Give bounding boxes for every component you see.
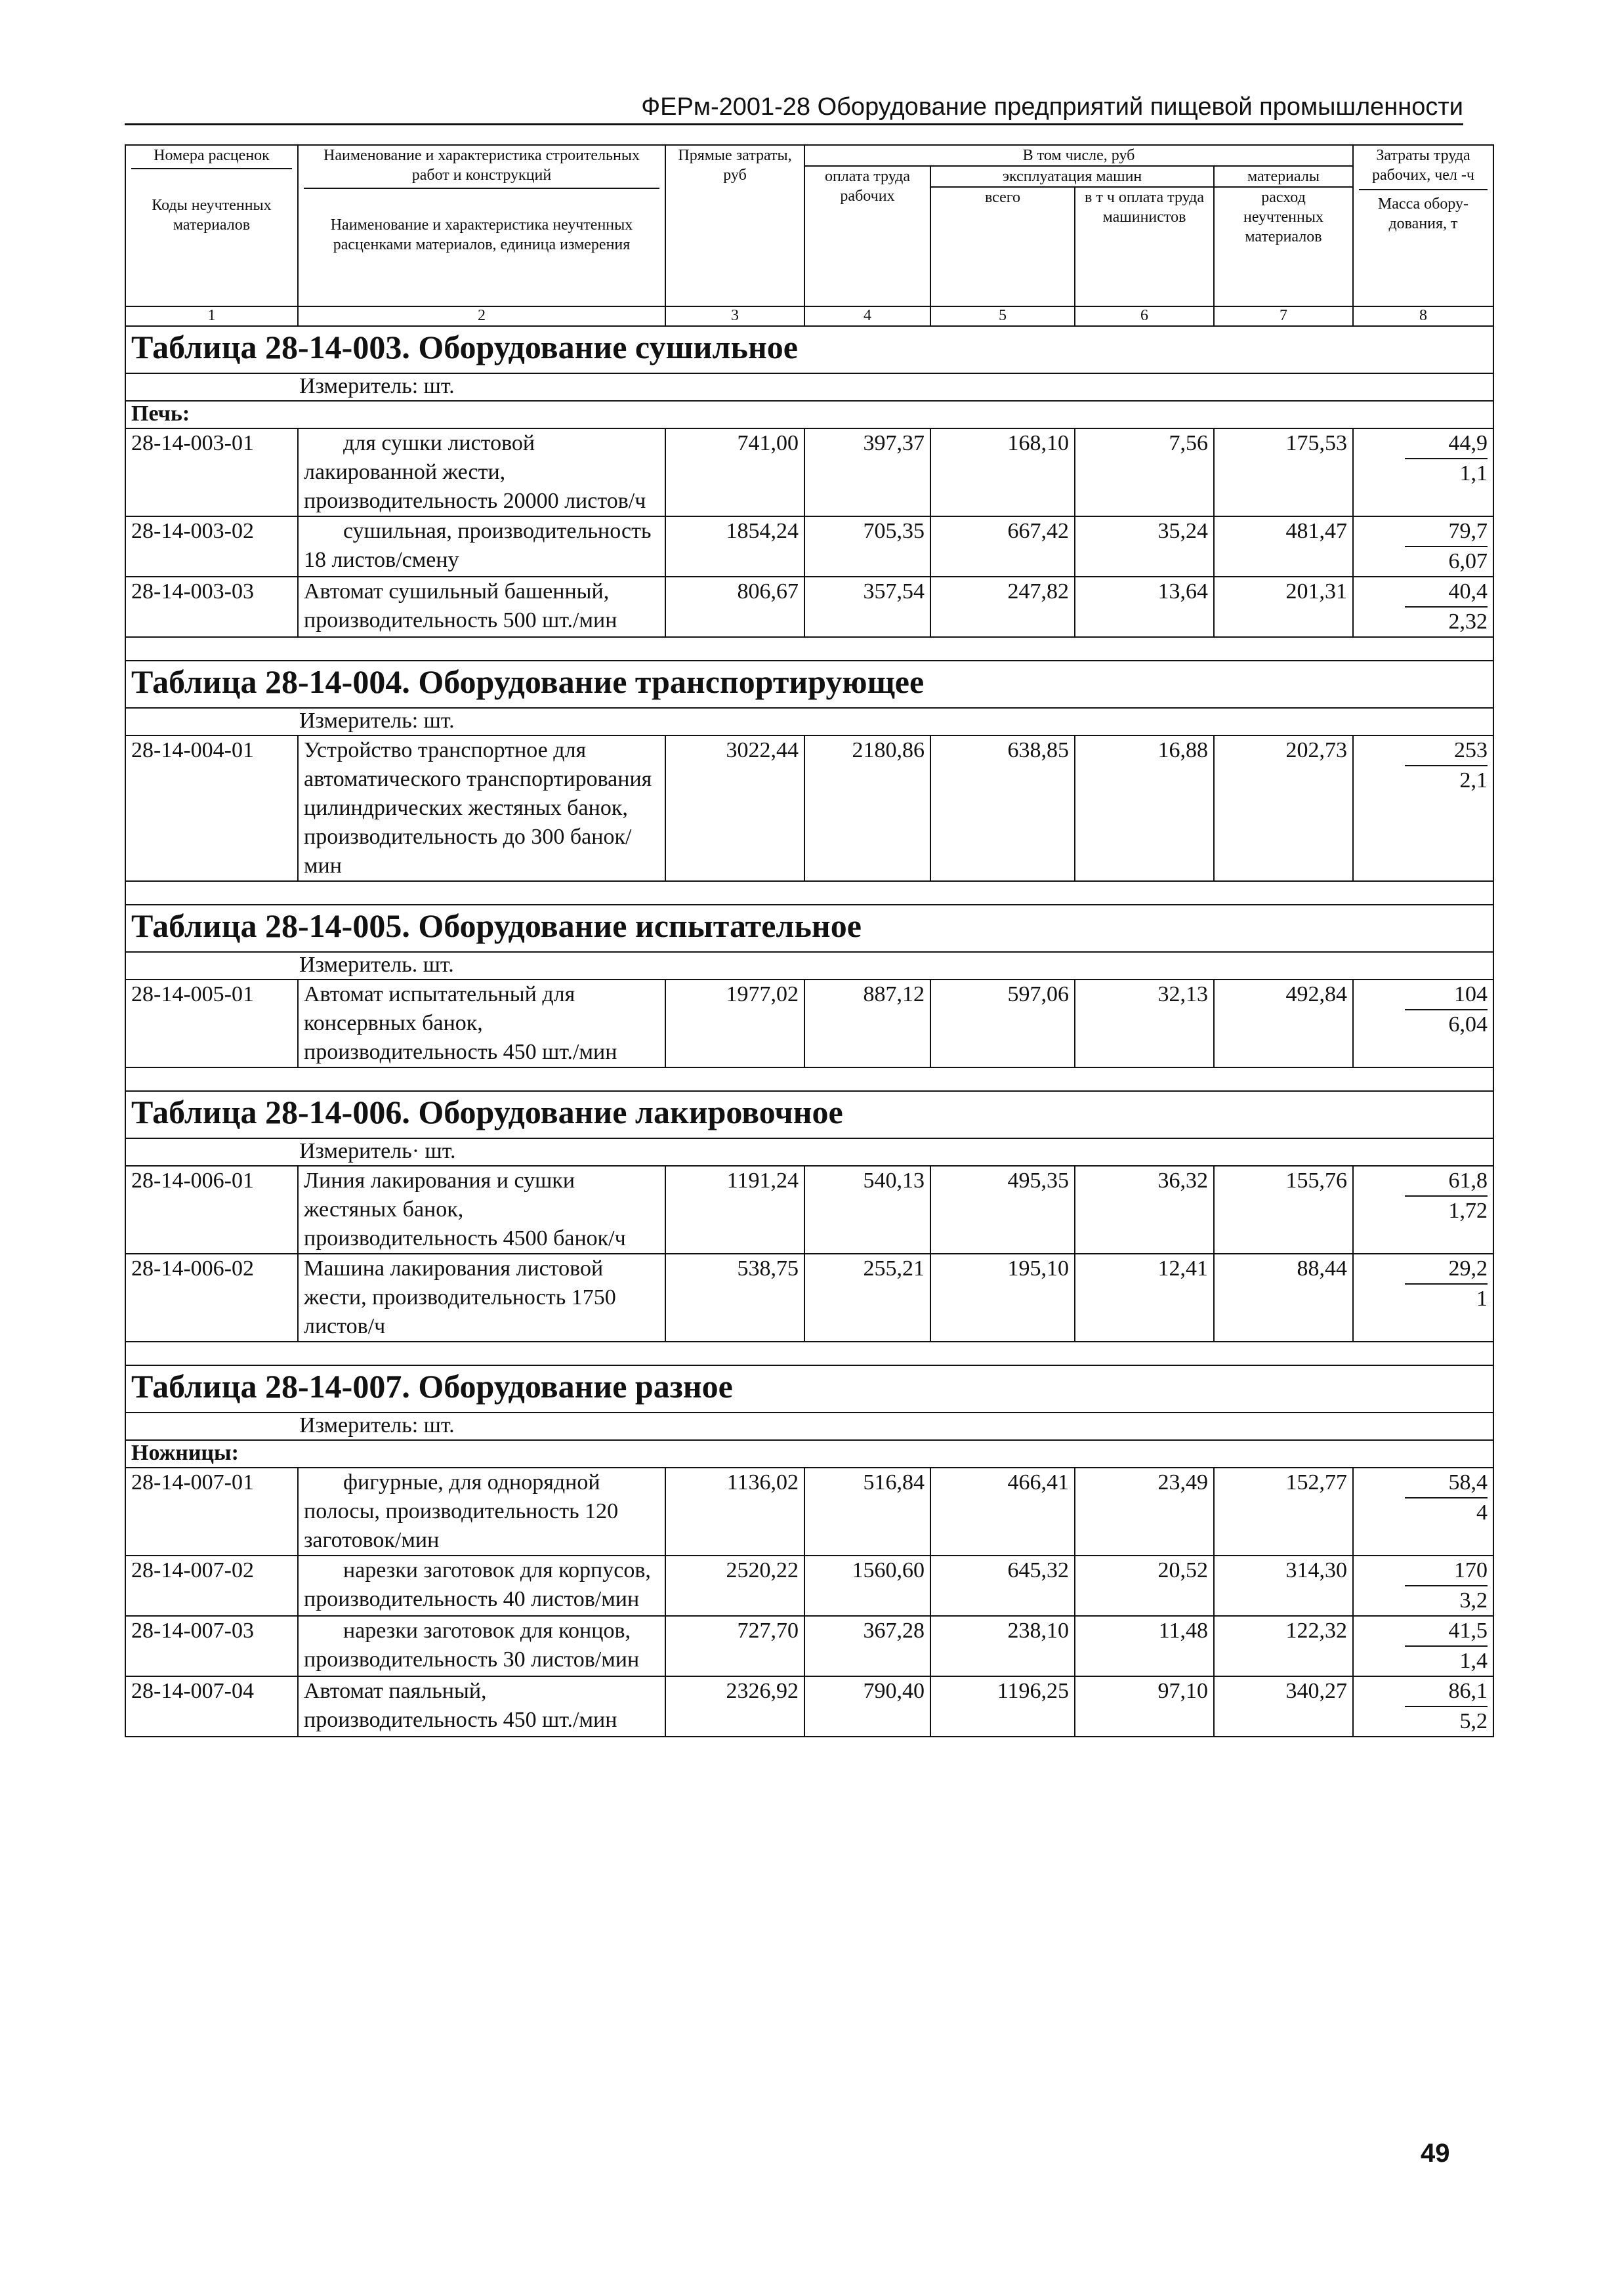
value-mach-pay: 7,56 xyxy=(1075,428,1214,516)
labor-hours: 44,9 xyxy=(1405,429,1488,459)
section-title-row xyxy=(125,1365,1493,1413)
equipment-mass: 5,2 xyxy=(1459,1709,1488,1733)
value-materials: 481,47 xyxy=(1214,516,1353,577)
value-materials: 314,30 xyxy=(1214,1556,1353,1616)
value-mach-pay: 16,88 xyxy=(1075,735,1214,881)
labor-hours: 58,4 xyxy=(1405,1468,1488,1498)
labor-mass-cell xyxy=(1353,1254,1493,1342)
value-mach-total: 597,06 xyxy=(930,980,1075,1067)
spacer-cell xyxy=(125,1342,1493,1365)
labor-mass-cell xyxy=(1353,516,1493,577)
rate-name-cell xyxy=(298,1468,665,1556)
value-mach-total: 195,10 xyxy=(930,1254,1075,1342)
section-title: Таблица 28-14-003. Оборудование сушильное xyxy=(131,329,798,365)
measure-cell xyxy=(125,1138,1493,1166)
col-header-direct: Прямые затраты, руб xyxy=(665,145,804,306)
measure-row xyxy=(125,708,1493,735)
table-row xyxy=(125,1556,1493,1616)
value-mach-total: 1196,25 xyxy=(930,1676,1075,1737)
running-header: ФЕРм-2001-28 Оборудование предприятий пищевой промышленности xyxy=(125,91,1463,125)
rate-name: нарезки заготовок для концов, производительность 30 листов/мин xyxy=(304,1619,640,1672)
col-number: 5 xyxy=(930,306,1075,326)
value-mach-total: 238,10 xyxy=(930,1616,1075,1676)
labor-mass-cell xyxy=(1353,1166,1493,1254)
labor-hours: 79,7 xyxy=(1405,517,1488,547)
value-mach-pay: 35,24 xyxy=(1075,516,1214,577)
section-spacer xyxy=(125,881,1493,905)
value-mach-pay: 20,52 xyxy=(1075,1556,1214,1616)
rate-name: Автомат сушильный башенный, производительность 500 шт./мин xyxy=(304,579,617,632)
col1-bottom-label: Коды неучтенных материалов xyxy=(152,197,272,234)
value-mach-total: 466,41 xyxy=(930,1468,1075,1556)
rate-name: Линия лакирования и сушки жестяных банок, производительность 4500 банок/ч xyxy=(304,1168,626,1250)
value-labor-pay: 1560,60 xyxy=(804,1556,930,1616)
value-direct: 806,67 xyxy=(665,577,804,637)
labor-mass-cell xyxy=(1353,1676,1493,1737)
group-row xyxy=(125,401,1493,428)
col-header-mach-total: всего xyxy=(930,187,1075,306)
value-mach-total: 667,42 xyxy=(930,516,1075,577)
measure-unit: Измеритель: шт. xyxy=(299,709,455,733)
labor-hours: 253 xyxy=(1405,736,1488,766)
rate-name-cell xyxy=(298,1166,665,1254)
table-row xyxy=(125,980,1493,1067)
section-title-row xyxy=(125,905,1493,952)
labor-hours: 40,4 xyxy=(1405,577,1488,608)
col-number: 4 xyxy=(804,306,930,326)
rate-name-cell xyxy=(298,577,665,637)
table-row xyxy=(125,1676,1493,1737)
col-header-labor-pay: оплата труда рабочих xyxy=(804,166,930,306)
value-direct: 3022,44 xyxy=(665,735,804,881)
col-number: 7 xyxy=(1214,306,1353,326)
col8-bottom-label: Масса обору-дования, т xyxy=(1377,196,1469,232)
rate-name: сушильная, производительность 18 листов/смену xyxy=(304,519,652,572)
value-mach-pay: 36,32 xyxy=(1075,1166,1214,1254)
labor-mass-cell xyxy=(1353,1468,1493,1556)
value-labor-pay: 516,84 xyxy=(804,1468,930,1556)
col-header-materials: материалы xyxy=(1214,166,1353,187)
section-title: Таблица 28-14-007. Оборудование разное xyxy=(131,1368,733,1405)
measure-cell xyxy=(125,952,1493,980)
rate-code: 28-14-006-02 xyxy=(125,1254,298,1342)
value-materials: 340,27 xyxy=(1214,1676,1353,1737)
rate-name-cell xyxy=(298,1254,665,1342)
equipment-mass: 6,04 xyxy=(1448,1012,1488,1037)
rate-name-cell xyxy=(298,980,665,1067)
value-mach-pay: 11,48 xyxy=(1075,1616,1214,1676)
value-labor-pay: 367,28 xyxy=(804,1616,930,1676)
spacer-cell xyxy=(125,1067,1493,1091)
measure-row xyxy=(125,952,1493,980)
rate-name: фигурные, для однорядной полосы, производительность 120 заготовок/мин xyxy=(304,1470,619,1552)
labor-hours: 104 xyxy=(1405,980,1488,1010)
value-direct: 727,70 xyxy=(665,1616,804,1676)
measure-unit: Измеритель: шт. xyxy=(299,1413,455,1437)
value-labor-pay: 705,35 xyxy=(804,516,930,577)
measure-unit: Измеритель: шт. xyxy=(299,374,455,398)
value-mach-pay: 23,49 xyxy=(1075,1468,1214,1556)
col-header-machines: эксплуатация машин xyxy=(930,166,1214,187)
measure-unit: Измеритель. шт. xyxy=(299,953,454,977)
value-mach-pay: 12,41 xyxy=(1075,1254,1214,1342)
group-row xyxy=(125,1440,1493,1468)
measure-row xyxy=(125,1138,1493,1166)
labor-mass-cell xyxy=(1353,980,1493,1067)
value-mach-total: 495,35 xyxy=(930,1166,1075,1254)
labor-hours: 29,2 xyxy=(1405,1254,1488,1285)
value-mach-pay: 97,10 xyxy=(1075,1676,1214,1737)
value-direct: 741,00 xyxy=(665,428,804,516)
rate-name-cell xyxy=(298,516,665,577)
value-direct: 2326,92 xyxy=(665,1676,804,1737)
section-title: Таблица 28-14-006. Оборудование лакировочное xyxy=(131,1094,843,1130)
col-header-incl: В том числе, руб xyxy=(804,145,1353,166)
col-header-labor xyxy=(1353,145,1493,306)
value-materials: 155,76 xyxy=(1214,1166,1353,1254)
measure-cell xyxy=(125,373,1493,401)
labor-mass-cell xyxy=(1353,1616,1493,1676)
value-labor-pay: 887,12 xyxy=(804,980,930,1067)
section-title-row xyxy=(125,1091,1493,1138)
col-number: 3 xyxy=(665,306,804,326)
rate-code: 28-14-004-01 xyxy=(125,735,298,881)
value-materials: 122,32 xyxy=(1214,1616,1353,1676)
table-row xyxy=(125,735,1493,881)
section-spacer xyxy=(125,1067,1493,1091)
section-title-cell xyxy=(125,1091,1493,1138)
labor-hours: 61,8 xyxy=(1405,1167,1488,1197)
equipment-mass: 2,1 xyxy=(1459,768,1488,793)
value-mach-total: 168,10 xyxy=(930,428,1075,516)
col-number: 8 xyxy=(1353,306,1493,326)
table-row xyxy=(125,1166,1493,1254)
col-number: 1 xyxy=(125,306,298,326)
col-number: 2 xyxy=(298,306,665,326)
rate-name: Автомат паяльный, производительность 450 шт./мин xyxy=(304,1679,617,1732)
labor-hours: 86,1 xyxy=(1405,1677,1488,1707)
value-materials: 201,31 xyxy=(1214,577,1353,637)
value-direct: 2520,22 xyxy=(665,1556,804,1616)
rate-code: 28-14-007-01 xyxy=(125,1468,298,1556)
value-materials: 175,53 xyxy=(1214,428,1353,516)
measure-unit: Измеритель· шт. xyxy=(299,1139,456,1163)
group-label: Ножницы: xyxy=(125,1440,1493,1468)
rate-name-cell xyxy=(298,1556,665,1616)
rate-code: 28-14-003-03 xyxy=(125,577,298,637)
group-label: Печь: xyxy=(125,401,1493,428)
measure-cell xyxy=(125,708,1493,735)
value-mach-pay: 32,13 xyxy=(1075,980,1214,1067)
labor-mass-cell xyxy=(1353,1556,1493,1616)
col2-top-label: Наименование и характеристика строительных работ и конструкций xyxy=(304,146,659,189)
table-row xyxy=(125,1468,1493,1556)
value-labor-pay: 357,54 xyxy=(804,577,930,637)
col-header-name xyxy=(298,145,665,306)
rate-code: 28-14-003-01 xyxy=(125,428,298,516)
value-materials: 492,84 xyxy=(1214,980,1353,1067)
rate-name: Устройство транспортное для автоматического транспортирования цилиндрических жестяных банок, производительность до 300 банок/мин xyxy=(304,738,652,878)
labor-mass-cell xyxy=(1353,735,1493,881)
measure-cell xyxy=(125,1413,1493,1440)
equipment-mass: 2,32 xyxy=(1448,609,1488,634)
rate-name: нарезки заготовок для корпусов, производительность 40 листов/мин xyxy=(304,1558,651,1611)
value-labor-pay: 540,13 xyxy=(804,1166,930,1254)
table-row xyxy=(125,428,1493,516)
value-labor-pay: 2180,86 xyxy=(804,735,930,881)
rate-name: Автомат испытательный для консервных банок, производительность 450 шт./мин xyxy=(304,982,617,1064)
section-spacer xyxy=(125,1342,1493,1365)
value-labor-pay: 790,40 xyxy=(804,1676,930,1737)
page-number: 49 xyxy=(1421,2139,1450,2168)
value-materials: 88,44 xyxy=(1214,1254,1353,1342)
spacer-cell xyxy=(125,881,1493,905)
rate-code: 28-14-005-01 xyxy=(125,980,298,1067)
value-materials: 152,77 xyxy=(1214,1468,1353,1556)
rate-name-cell xyxy=(298,1676,665,1737)
equipment-mass: 1,72 xyxy=(1448,1199,1488,1223)
value-direct: 1977,02 xyxy=(665,980,804,1067)
rate-name: Машина лакирования листовой жести, производительность 1750 листов/ч xyxy=(304,1256,616,1338)
value-direct: 538,75 xyxy=(665,1254,804,1342)
col-header-codes xyxy=(125,145,298,306)
col2-bottom-label: Наименование и характеристика неучтенных расценками материалов, единица измерения xyxy=(330,217,633,253)
equipment-mass: 6,07 xyxy=(1448,549,1488,573)
value-labor-pay: 255,21 xyxy=(804,1254,930,1342)
col-header-mach-pay: в т ч оплата труда машинистов xyxy=(1075,187,1214,306)
col-number: 6 xyxy=(1075,306,1214,326)
section-title-cell xyxy=(125,661,1493,708)
col1-top-label: Номера расценок xyxy=(131,146,292,169)
rate-code: 28-14-007-02 xyxy=(125,1556,298,1616)
table-row xyxy=(125,516,1493,577)
value-mach-total: 645,32 xyxy=(930,1556,1075,1616)
value-mach-total: 638,85 xyxy=(930,735,1075,881)
rate-code: 28-14-006-01 xyxy=(125,1166,298,1254)
labor-mass-cell xyxy=(1353,577,1493,637)
measure-row xyxy=(125,373,1493,401)
value-direct: 1191,24 xyxy=(665,1166,804,1254)
rate-code: 28-14-007-03 xyxy=(125,1616,298,1676)
value-mach-total: 247,82 xyxy=(930,577,1075,637)
rate-name: для сушки листовой лакированной жести, производительность 20000 листов/ч xyxy=(304,431,646,513)
labor-hours: 170 xyxy=(1405,1556,1488,1586)
section-title: Таблица 28-14-005. Оборудование испытательное xyxy=(131,907,862,944)
section-title: Таблица 28-14-004. Оборудование транспортирующее xyxy=(131,663,925,700)
section-title-cell xyxy=(125,326,1493,373)
section-title-row xyxy=(125,661,1493,708)
value-labor-pay: 397,37 xyxy=(804,428,930,516)
equipment-mass: 1,4 xyxy=(1459,1649,1488,1673)
col-header-unaccounted: расход неучтенных материалов xyxy=(1214,187,1353,306)
equipment-mass: 3,2 xyxy=(1459,1588,1488,1613)
table-row xyxy=(125,577,1493,637)
col8-top-label: Затраты труда рабочих, чел -ч xyxy=(1359,146,1488,190)
rate-name-cell xyxy=(298,428,665,516)
equipment-mass: 1 xyxy=(1476,1287,1488,1311)
table-row xyxy=(125,1254,1493,1342)
value-direct: 1136,02 xyxy=(665,1468,804,1556)
value-mach-pay: 13,64 xyxy=(1075,577,1214,637)
rate-code: 28-14-003-02 xyxy=(125,516,298,577)
section-title-cell xyxy=(125,1365,1493,1413)
rates-table xyxy=(125,144,1494,1737)
rate-code: 28-14-007-04 xyxy=(125,1676,298,1737)
rate-name-cell xyxy=(298,735,665,881)
value-materials: 202,73 xyxy=(1214,735,1353,881)
equipment-mass: 1,1 xyxy=(1459,461,1488,485)
labor-mass-cell xyxy=(1353,428,1493,516)
rate-name-cell xyxy=(298,1616,665,1676)
spacer-cell xyxy=(125,637,1493,661)
section-title-cell xyxy=(125,905,1493,952)
table-row xyxy=(125,1616,1493,1676)
section-title-row xyxy=(125,326,1493,373)
labor-hours: 41,5 xyxy=(1405,1617,1488,1647)
equipment-mass: 4 xyxy=(1476,1500,1488,1525)
measure-row xyxy=(125,1413,1493,1440)
value-direct: 1854,24 xyxy=(665,516,804,577)
section-spacer xyxy=(125,637,1493,661)
